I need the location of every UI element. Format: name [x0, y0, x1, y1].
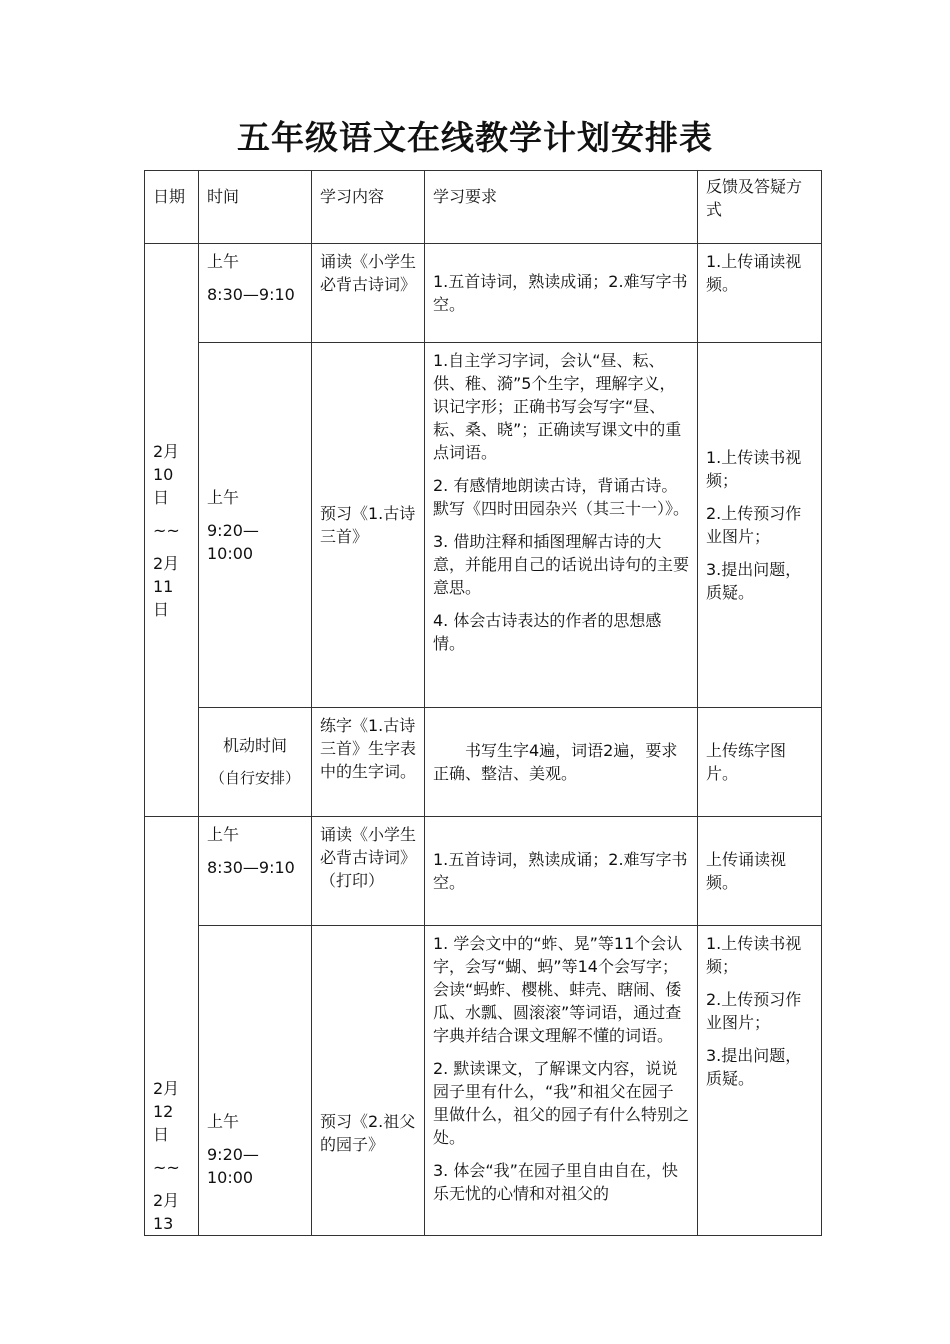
requirement-item: 2. 有感情地朗读古诗，背诵古诗。默写《四时田园杂兴（其三十一）》。 — [433, 476, 690, 518]
time-cell — [199, 244, 312, 343]
time-cell — [199, 926, 312, 1236]
requirement-item: 4. 体会古诗表达的作者的思想感情。 — [433, 611, 662, 653]
requirements-cell — [425, 926, 698, 1236]
table-row — [145, 343, 822, 708]
header-date: 日期 — [145, 171, 199, 244]
date-line: 2月 — [153, 441, 180, 461]
date-line: 2月 — [153, 553, 180, 573]
feedback-item: 3.提出问题，质疑。 — [706, 1046, 802, 1088]
header-row — [145, 171, 822, 244]
requirement-item: 3. 借助注释和插图理解古诗的大意，并能用自己的话说出诗句的主要意思。 — [433, 532, 690, 597]
table-row — [145, 708, 822, 817]
requirements-cell — [425, 708, 698, 817]
date-line: 13 — [153, 1214, 174, 1233]
feedback-item: 1.上传诵读视频。 — [706, 252, 802, 294]
requirements-cell — [425, 343, 698, 708]
feedback-cell — [698, 244, 822, 343]
feedback-item: 2.上传预习作业图片； — [706, 990, 802, 1032]
date-cell — [145, 817, 199, 1236]
content-cell: 诵读《小学生必背古诗词》（打印） — [312, 817, 425, 926]
requirement-item: 1. 学会文中的“蚱、晃”等11个会认字，会写“蝴、蚂”等14个会写字；会读“蚂蚱、樱桃、蚌壳、瞎闹、倭瓜、水瓢、圆滚滚”等词语，通过查字典并结合课文理解不懂的词语。 — [433, 934, 683, 1045]
feedback-item: 1.上传读书视频； — [706, 448, 802, 490]
requirement-item: 1.自主学习字词，会认“昼、耘、供、稚、漪”5个生字，理解字义，识记字形；正确书写会写字“昼、耘、桑、晓”；正确读写课文中的重点词语。 — [433, 351, 682, 462]
date-line: 10 — [153, 464, 174, 484]
schedule-table — [144, 170, 822, 1236]
time-range: 8:30—9:10 — [207, 858, 295, 877]
time-note: （自行安排） — [209, 769, 300, 787]
requirement-item: 3. 体会“我”在园子里自由自在，快乐无忧的心情和对祖父的 — [433, 1161, 678, 1203]
time-cell — [199, 817, 312, 926]
requirement-item: 书写生字4遍，词语2遍，要求正确、整洁、美观。 — [433, 741, 678, 783]
content-cell: 练字《1.古诗三首》生字表中的生字词。 — [312, 708, 425, 817]
feedback-item: 2.上传预习作业图片； — [706, 504, 802, 546]
table-row — [145, 244, 822, 343]
feedback-item: 3.提出问题，质疑。 — [706, 560, 802, 602]
time-period: 上午 — [207, 487, 240, 507]
table-row — [145, 926, 822, 1236]
requirements-cell — [425, 817, 698, 926]
content-cell: 诵读《小学生必背古诗词》 — [312, 244, 425, 343]
requirement-item: 2. 默读课文，了解课文内容，说说园子里有什么，“我”和祖父在园子里做什么，祖父的园子有什么特别之处。 — [433, 1059, 689, 1147]
header-content: 学习内容 — [312, 171, 425, 244]
requirement-item: 1.五首诗词，熟读成诵；2.难写字书空。 — [433, 850, 688, 892]
time-period: 机动时间 — [222, 736, 287, 755]
feedback-item: 1.上传读书视频； — [706, 934, 802, 976]
requirements-cell — [425, 244, 698, 343]
date-line: 2月 — [153, 1191, 180, 1210]
table-row — [145, 817, 822, 926]
time-range: 8:30—9:10 — [207, 285, 295, 304]
header-time: 时间 — [199, 171, 312, 244]
time-period: 上午 — [207, 825, 240, 844]
date-line: 12 — [153, 1102, 174, 1121]
time-cell — [199, 343, 312, 708]
feedback-item: 上传练字图片。 — [706, 741, 787, 783]
requirement-item: 1.五首诗词，熟读成诵；2.难写字书空。 — [433, 272, 688, 314]
feedback-cell — [698, 926, 822, 1236]
feedback-cell — [698, 817, 822, 926]
date-line: ~~ — [153, 1158, 180, 1177]
date-line: 2月 — [153, 1079, 180, 1098]
date-line: 11 — [153, 576, 174, 596]
date-line: 日 — [153, 1125, 170, 1144]
page-title: 五年级语文在线教学计划安排表 — [237, 118, 713, 157]
feedback-item: 上传诵读视频。 — [706, 850, 787, 892]
date-line: 日 — [153, 599, 170, 619]
time-cell — [199, 708, 312, 817]
header-requirements: 学习要求 — [425, 171, 698, 244]
date-line: 日 — [153, 487, 170, 507]
date-line: ~~ — [153, 520, 180, 540]
content-cell: 预习《2.祖父的园子》 — [312, 926, 425, 1236]
time-range: 9:20—10:00 — [207, 1145, 259, 1187]
time-range: 9:20—10:00 — [207, 520, 259, 563]
time-period: 上午 — [207, 1112, 240, 1131]
feedback-cell — [698, 343, 822, 708]
content-cell: 预习《1.古诗三首》 — [312, 343, 425, 708]
time-period: 上午 — [207, 252, 240, 271]
date-cell — [145, 244, 199, 817]
header-feedback: 反馈及答疑方式 — [698, 171, 822, 244]
feedback-cell — [698, 708, 822, 817]
